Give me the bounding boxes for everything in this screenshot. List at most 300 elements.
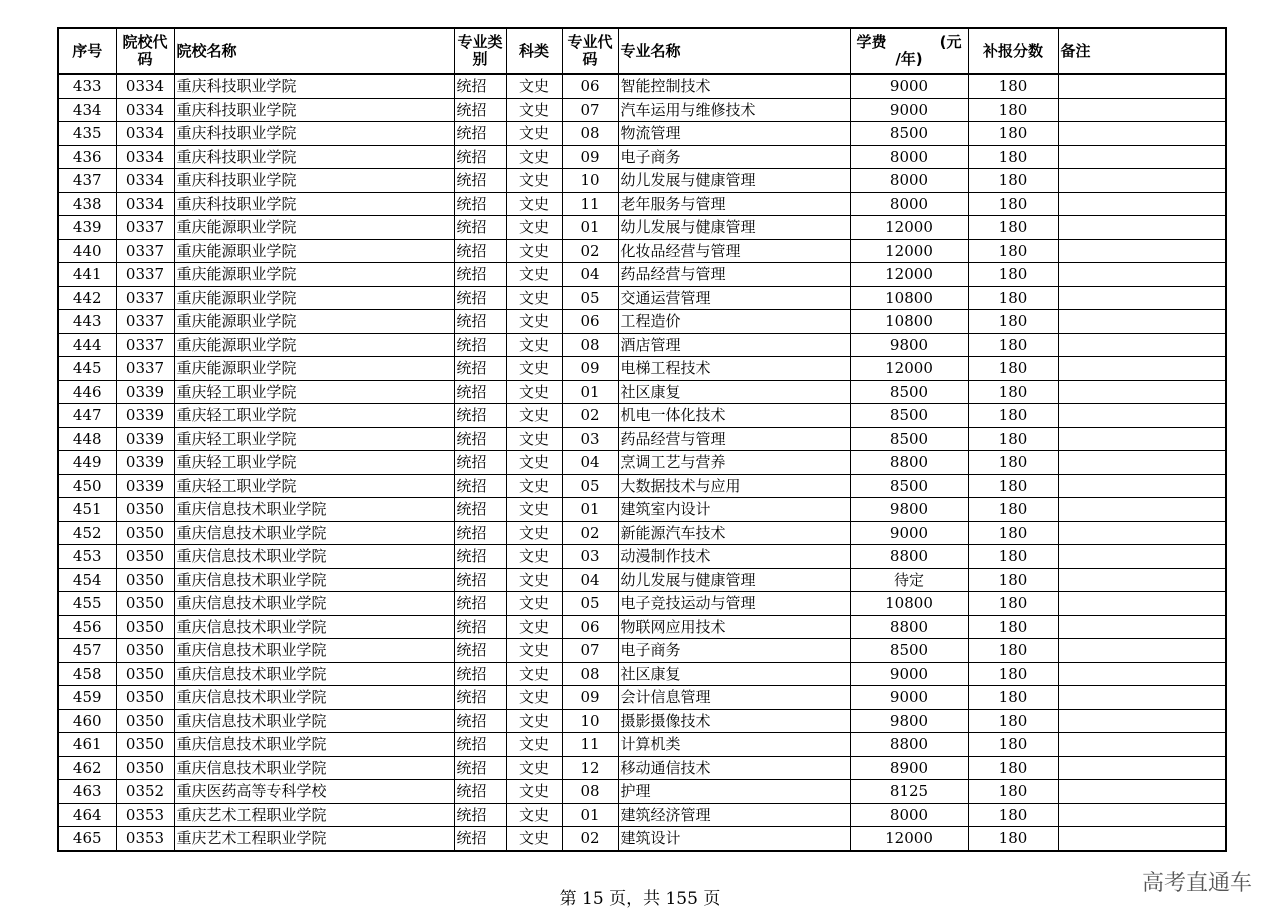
cell-subject: 文史 [506,709,562,733]
cell-school-name: 重庆艺术工程职业学院 [174,827,454,851]
cell-school-code: 0353 [116,803,174,827]
cell-fee: 9000 [850,98,968,122]
cell-major-type: 统招 [454,639,506,663]
cell-seq: 449 [58,451,116,475]
cell-note [1058,145,1226,169]
cell-seq: 443 [58,310,116,334]
table-header [58,28,1226,74]
cell-school-name: 重庆信息技术职业学院 [174,498,454,522]
table-row [58,615,1226,639]
cell-score: 180 [968,74,1058,98]
cell-major-code: 01 [562,380,618,404]
cell-seq: 433 [58,74,116,98]
table-body [58,74,1226,851]
cell-school-code: 0350 [116,756,174,780]
cell-note [1058,592,1226,616]
cell-score: 180 [968,709,1058,733]
cell-major-code: 01 [562,498,618,522]
cell-subject: 文史 [506,98,562,122]
cell-subject: 文史 [506,498,562,522]
cell-school-code: 0350 [116,686,174,710]
cell-subject: 文史 [506,427,562,451]
cell-major-type: 统招 [454,145,506,169]
cell-major-type: 统招 [454,310,506,334]
cell-score: 180 [968,780,1058,804]
admission-table [57,27,1227,852]
cell-school-name: 重庆科技职业学院 [174,74,454,98]
cell-fee: 8000 [850,145,968,169]
cell-subject: 文史 [506,756,562,780]
cell-seq: 448 [58,427,116,451]
cell-major-name: 物联网应用技术 [618,615,850,639]
cell-subject: 文史 [506,780,562,804]
cell-note [1058,380,1226,404]
cell-school-name: 重庆科技职业学院 [174,98,454,122]
cell-subject: 文史 [506,568,562,592]
cell-major-name: 大数据技术与应用 [618,474,850,498]
cell-fee: 8800 [850,451,968,475]
fee-label: 学费 [856,33,887,51]
cell-note [1058,498,1226,522]
cell-major-code: 06 [562,310,618,334]
cell-school-code: 0350 [116,662,174,686]
cell-score: 180 [968,733,1058,757]
cell-major-name: 电梯工程技术 [618,357,850,381]
cell-note [1058,333,1226,357]
cell-major-code: 11 [562,733,618,757]
cell-note [1058,521,1226,545]
cell-score: 180 [968,615,1058,639]
cell-school-code: 0339 [116,451,174,475]
cell-note [1058,192,1226,216]
cell-school-code: 0350 [116,592,174,616]
cell-major-code: 09 [562,145,618,169]
table-row [58,498,1226,522]
cell-major-type: 统招 [454,98,506,122]
cell-school-name: 重庆能源职业学院 [174,357,454,381]
cell-fee: 9000 [850,662,968,686]
cell-major-type: 统招 [454,709,506,733]
cell-major-name: 电子商务 [618,639,850,663]
cell-seq: 453 [58,545,116,569]
cell-fee: 8500 [850,380,968,404]
col-fee [850,28,968,74]
cell-fee: 9000 [850,686,968,710]
cell-seq: 463 [58,780,116,804]
cell-major-code: 05 [562,474,618,498]
col-major-type: 专业类别 [454,28,506,74]
cell-note [1058,709,1226,733]
cell-major-code: 09 [562,357,618,381]
cell-subject: 文史 [506,169,562,193]
cell-note [1058,122,1226,146]
col-major-name: 专业名称 [618,28,850,74]
cell-score: 180 [968,592,1058,616]
cell-major-name: 酒店管理 [618,333,850,357]
cell-school-name: 重庆信息技术职业学院 [174,756,454,780]
table-row [58,192,1226,216]
cell-major-code: 02 [562,239,618,263]
cell-school-code: 0334 [116,169,174,193]
cell-major-type: 统招 [454,427,506,451]
cell-major-type: 统招 [454,216,506,240]
cell-major-code: 10 [562,169,618,193]
cell-score: 180 [968,545,1058,569]
col-note: 备注 [1058,28,1226,74]
cell-major-name: 动漫制作技术 [618,545,850,569]
cell-major-code: 03 [562,427,618,451]
cell-score: 180 [968,662,1058,686]
cell-school-name: 重庆能源职业学院 [174,333,454,357]
cell-fee: 12000 [850,357,968,381]
cell-subject: 文史 [506,310,562,334]
cell-major-name: 新能源汽车技术 [618,521,850,545]
cell-note [1058,568,1226,592]
col-school-code: 院校代码 [116,28,174,74]
cell-major-name: 机电一体化技术 [618,404,850,428]
table-row [58,521,1226,545]
cell-fee: 8900 [850,756,968,780]
cell-fee: 8000 [850,192,968,216]
cell-fee: 8500 [850,639,968,663]
table-row [58,122,1226,146]
cell-major-code: 08 [562,662,618,686]
cell-score: 180 [968,827,1058,851]
cell-major-name: 老年服务与管理 [618,192,850,216]
cell-note [1058,803,1226,827]
cell-major-type: 统招 [454,404,506,428]
cell-fee: 8500 [850,122,968,146]
cell-subject: 文史 [506,216,562,240]
cell-fee: 9000 [850,521,968,545]
cell-school-code: 0339 [116,427,174,451]
cell-major-type: 统招 [454,498,506,522]
cell-subject: 文史 [506,380,562,404]
cell-seq: 456 [58,615,116,639]
cell-major-type: 统招 [454,74,506,98]
cell-school-name: 重庆能源职业学院 [174,286,454,310]
cell-school-name: 重庆信息技术职业学院 [174,568,454,592]
cell-fee: 12000 [850,827,968,851]
cell-score: 180 [968,521,1058,545]
cell-major-name: 电子商务 [618,145,850,169]
cell-school-code: 0334 [116,74,174,98]
cell-fee: 10800 [850,286,968,310]
cell-major-name: 社区康复 [618,662,850,686]
cell-school-code: 0334 [116,145,174,169]
cell-school-name: 重庆科技职业学院 [174,122,454,146]
cell-note [1058,357,1226,381]
cell-seq: 450 [58,474,116,498]
cell-score: 180 [968,451,1058,475]
cell-school-code: 0350 [116,568,174,592]
cell-note [1058,662,1226,686]
col-subject: 科类 [506,28,562,74]
cell-seq: 447 [58,404,116,428]
cell-fee: 8800 [850,733,968,757]
table-row [58,733,1226,757]
cell-seq: 459 [58,686,116,710]
cell-major-name: 物流管理 [618,122,850,146]
cell-major-type: 统招 [454,662,506,686]
cell-note [1058,98,1226,122]
cell-major-type: 统招 [454,827,506,851]
cell-major-name: 幼儿发展与健康管理 [618,169,850,193]
table-row [58,780,1226,804]
table-row [58,756,1226,780]
cell-subject: 文史 [506,662,562,686]
cell-note [1058,216,1226,240]
cell-fee: 8000 [850,169,968,193]
cell-note [1058,756,1226,780]
cell-seq: 444 [58,333,116,357]
cell-score: 180 [968,239,1058,263]
cell-fee: 8125 [850,780,968,804]
cell-major-type: 统招 [454,122,506,146]
cell-seq: 436 [58,145,116,169]
cell-major-type: 统招 [454,592,506,616]
cell-note [1058,263,1226,287]
cell-major-name: 计算机类 [618,733,850,757]
col-seq: 序号 [58,28,116,74]
cell-major-code: 07 [562,639,618,663]
cell-note [1058,286,1226,310]
cell-subject: 文史 [506,357,562,381]
cell-subject: 文史 [506,404,562,428]
cell-seq: 441 [58,263,116,287]
cell-seq: 457 [58,639,116,663]
cell-score: 180 [968,498,1058,522]
cell-note [1058,169,1226,193]
cell-subject: 文史 [506,686,562,710]
cell-school-code: 0339 [116,404,174,428]
cell-score: 180 [968,756,1058,780]
cell-school-code: 0350 [116,521,174,545]
cell-score: 180 [968,639,1058,663]
cell-school-name: 重庆能源职业学院 [174,239,454,263]
cell-school-name: 重庆轻工职业学院 [174,451,454,475]
cell-subject: 文史 [506,521,562,545]
cell-subject: 文史 [506,263,562,287]
cell-seq: 454 [58,568,116,592]
cell-major-code: 07 [562,98,618,122]
cell-seq: 464 [58,803,116,827]
cell-fee: 8800 [850,615,968,639]
cell-major-name: 药品经营与管理 [618,427,850,451]
cell-note [1058,74,1226,98]
cell-major-type: 统招 [454,286,506,310]
cell-school-code: 0334 [116,98,174,122]
cell-major-name: 工程造价 [618,310,850,334]
table-row [58,427,1226,451]
cell-school-code: 0334 [116,192,174,216]
cell-score: 180 [968,98,1058,122]
cell-school-code: 0350 [116,545,174,569]
table-row [58,404,1226,428]
cell-major-name: 幼儿发展与健康管理 [618,216,850,240]
fee-unit-close: /年) [895,50,923,68]
cell-score: 180 [968,263,1058,287]
cell-major-type: 统招 [454,545,506,569]
cell-major-name: 摄影摄像技术 [618,709,850,733]
cell-score: 180 [968,286,1058,310]
cell-seq: 435 [58,122,116,146]
cell-major-name: 会计信息管理 [618,686,850,710]
cell-school-code: 0337 [116,357,174,381]
cell-seq: 452 [58,521,116,545]
cell-major-type: 统招 [454,169,506,193]
cell-school-name: 重庆轻工职业学院 [174,474,454,498]
cell-major-type: 统招 [454,615,506,639]
cell-seq: 437 [58,169,116,193]
watermark: 高考直通车 [1141,871,1252,896]
cell-fee: 9000 [850,74,968,98]
cell-seq: 434 [58,98,116,122]
cell-subject: 文史 [506,545,562,569]
cell-major-code: 02 [562,404,618,428]
cell-school-code: 0334 [116,122,174,146]
cell-major-code: 11 [562,192,618,216]
cell-major-code: 08 [562,333,618,357]
cell-subject: 文史 [506,639,562,663]
cell-note [1058,545,1226,569]
table-row [58,380,1226,404]
cell-major-code: 08 [562,122,618,146]
cell-school-code: 0337 [116,333,174,357]
table-row [58,239,1226,263]
cell-major-name: 建筑经济管理 [618,803,850,827]
cell-fee: 12000 [850,263,968,287]
cell-school-name: 重庆轻工职业学院 [174,427,454,451]
cell-major-type: 统招 [454,357,506,381]
cell-major-code: 05 [562,592,618,616]
cell-major-code: 02 [562,827,618,851]
cell-school-name: 重庆能源职业学院 [174,310,454,334]
cell-fee: 8500 [850,427,968,451]
table-row [58,98,1226,122]
cell-major-type: 统招 [454,803,506,827]
cell-major-code: 12 [562,756,618,780]
cell-score: 180 [968,333,1058,357]
cell-subject: 文史 [506,286,562,310]
cell-fee: 10800 [850,592,968,616]
cell-fee: 8500 [850,474,968,498]
cell-school-code: 0337 [116,239,174,263]
cell-subject: 文史 [506,474,562,498]
cell-school-name: 重庆科技职业学院 [174,169,454,193]
cell-school-code: 0337 [116,286,174,310]
table-row [58,662,1226,686]
cell-major-name: 智能控制技术 [618,74,850,98]
col-score: 补报分数 [968,28,1058,74]
cell-major-type: 统招 [454,756,506,780]
fee-unit-open: (元 [939,33,962,51]
table-row [58,263,1226,287]
cell-major-name: 电子竞技运动与管理 [618,592,850,616]
cell-score: 180 [968,310,1058,334]
cell-major-type: 统招 [454,521,506,545]
cell-major-type: 统招 [454,686,506,710]
cell-note [1058,686,1226,710]
page-footer: 第 15 页，共 155 页 [559,889,721,909]
cell-note [1058,451,1226,475]
cell-major-code: 10 [562,709,618,733]
col-major-code: 专业代码 [562,28,618,74]
cell-major-type: 统招 [454,568,506,592]
cell-seq: 455 [58,592,116,616]
col-school-name: 院校名称 [174,28,454,74]
cell-school-code: 0337 [116,216,174,240]
table-row [58,568,1226,592]
cell-school-name: 重庆信息技术职业学院 [174,545,454,569]
table-row [58,357,1226,381]
cell-fee: 9800 [850,709,968,733]
cell-school-name: 重庆科技职业学院 [174,192,454,216]
cell-note [1058,733,1226,757]
cell-school-name: 重庆科技职业学院 [174,145,454,169]
cell-fee: 12000 [850,216,968,240]
cell-school-name: 重庆艺术工程职业学院 [174,803,454,827]
cell-school-code: 0350 [116,615,174,639]
cell-score: 180 [968,192,1058,216]
cell-seq: 462 [58,756,116,780]
cell-score: 180 [968,404,1058,428]
cell-seq: 438 [58,192,116,216]
cell-subject: 文史 [506,451,562,475]
cell-fee: 8000 [850,803,968,827]
cell-school-name: 重庆轻工职业学院 [174,380,454,404]
cell-school-code: 0337 [116,310,174,334]
cell-school-name: 重庆能源职业学院 [174,216,454,240]
cell-seq: 442 [58,286,116,310]
cell-note [1058,427,1226,451]
cell-score: 180 [968,122,1058,146]
cell-school-code: 0350 [116,733,174,757]
cell-major-name: 移动通信技术 [618,756,850,780]
cell-subject: 文史 [506,239,562,263]
cell-score: 180 [968,357,1058,381]
cell-major-code: 06 [562,615,618,639]
cell-subject: 文史 [506,592,562,616]
cell-major-name: 建筑室内设计 [618,498,850,522]
cell-note [1058,615,1226,639]
cell-school-code: 0339 [116,474,174,498]
cell-note [1058,780,1226,804]
cell-subject: 文史 [506,733,562,757]
cell-major-name: 化妆品经营与管理 [618,239,850,263]
cell-note [1058,404,1226,428]
cell-school-name: 重庆信息技术职业学院 [174,521,454,545]
cell-fee: 待定 [850,568,968,592]
cell-major-code: 08 [562,780,618,804]
cell-subject: 文史 [506,803,562,827]
cell-subject: 文史 [506,333,562,357]
cell-school-code: 0350 [116,498,174,522]
cell-major-name: 护理 [618,780,850,804]
cell-fee: 8800 [850,545,968,569]
table-row [58,216,1226,240]
table-row [58,592,1226,616]
cell-major-code: 03 [562,545,618,569]
cell-major-code: 04 [562,451,618,475]
table-row [58,709,1226,733]
cell-seq: 440 [58,239,116,263]
cell-school-code: 0353 [116,827,174,851]
cell-major-name: 社区康复 [618,380,850,404]
cell-major-type: 统招 [454,474,506,498]
cell-subject: 文史 [506,827,562,851]
cell-major-name: 交通运营管理 [618,286,850,310]
